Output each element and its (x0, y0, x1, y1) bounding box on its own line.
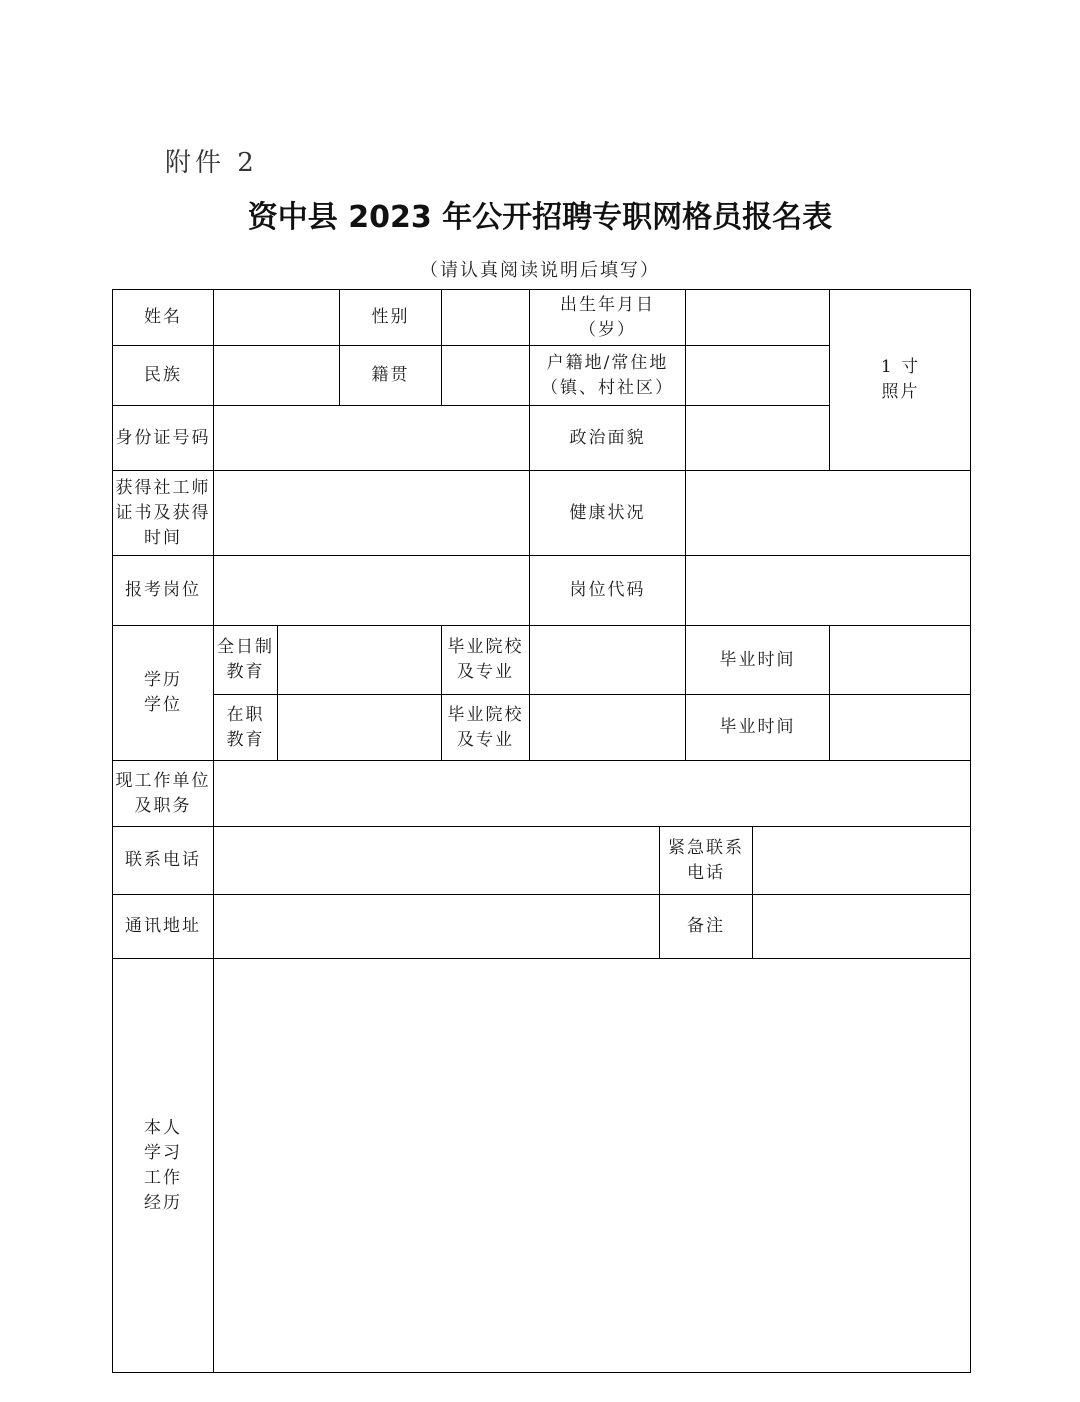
native-place-field[interactable] (441, 345, 529, 405)
label-emergency-phone: 紧急联系 电话 (659, 826, 752, 894)
label-grad-time-fulltime: 毕业时间 (685, 625, 829, 694)
label-phone: 联系电话 (112, 826, 213, 894)
phone-field[interactable] (213, 826, 659, 894)
label-address: 通讯地址 (112, 894, 213, 958)
inservice-education-field[interactable] (277, 694, 441, 760)
remarks-field[interactable] (752, 894, 971, 958)
ethnicity-field[interactable] (213, 345, 339, 405)
label-education: 学历 学位 (112, 625, 213, 760)
residence-field[interactable] (685, 345, 829, 405)
label-social-worker-cert: 获得社工师 证书及获得 时间 (112, 470, 213, 555)
label-inservice-education: 在职 教育 (213, 694, 277, 760)
label-gender: 性别 (339, 289, 441, 345)
label-experience: 本人 学习 工作 经历 (112, 958, 213, 1373)
school-major-inservice-field[interactable] (529, 694, 685, 760)
label-ethnicity: 民族 (112, 345, 213, 405)
position-code-field[interactable] (685, 555, 971, 625)
label-grad-time-inservice: 毕业时间 (685, 694, 829, 760)
form-note: （请认真阅读说明后填写） (420, 260, 660, 281)
label-residence: 户籍地/常住地 （镇、村社区） (529, 345, 685, 405)
label-position-code: 岗位代码 (529, 555, 685, 625)
grad-time-inservice-field[interactable] (829, 694, 971, 760)
emergency-phone-field[interactable] (752, 826, 971, 894)
label-native-place: 籍贯 (339, 345, 441, 405)
label-id-number: 身份证号码 (112, 405, 213, 470)
birth-field[interactable] (685, 289, 829, 345)
label-birth: 出生年月日 （岁） (529, 289, 685, 345)
id-number-field[interactable] (213, 405, 529, 470)
political-status-field[interactable] (685, 405, 829, 470)
label-fulltime-education: 全日制 教育 (213, 625, 277, 694)
label-position: 报考岗位 (112, 555, 213, 625)
label-current-job: 现工作单位 及职务 (112, 760, 213, 826)
grad-time-fulltime-field[interactable] (829, 625, 971, 694)
label-name: 姓名 (112, 289, 213, 345)
label-remarks: 备注 (659, 894, 752, 958)
health-field[interactable] (685, 470, 971, 555)
photo-box[interactable]: 1 寸 照片 (829, 289, 971, 470)
school-major-fulltime-field[interactable] (529, 625, 685, 694)
address-field[interactable] (213, 894, 659, 958)
attachment-label: 附件 2 (165, 148, 258, 178)
label-school-major-inservice: 毕业院校 及专业 (441, 694, 529, 760)
current-job-field[interactable] (213, 760, 971, 826)
label-political-status: 政治面貌 (529, 405, 685, 470)
experience-field[interactable] (213, 958, 971, 1373)
name-field[interactable] (213, 289, 339, 345)
gender-field[interactable] (441, 289, 529, 345)
fulltime-education-field[interactable] (277, 625, 441, 694)
form-title: 资中县 2023 年公开招聘专职网格员报名表 (247, 200, 833, 235)
position-field[interactable] (213, 555, 529, 625)
social-worker-cert-field[interactable] (213, 470, 529, 555)
label-school-major-fulltime: 毕业院校 及专业 (441, 625, 529, 694)
label-health: 健康状况 (529, 470, 685, 555)
